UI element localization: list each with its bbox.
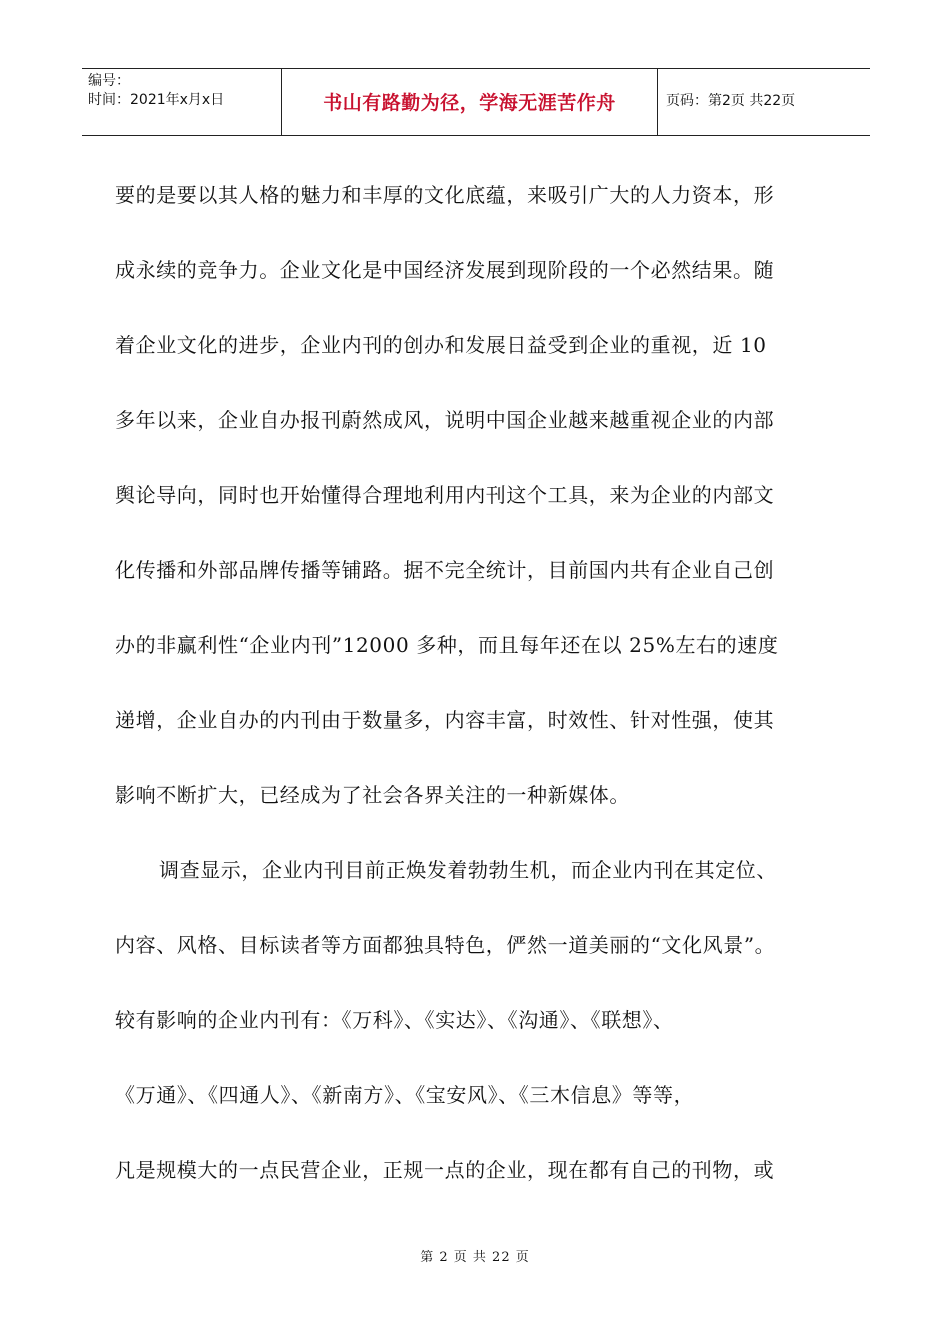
document-header: [82, 68, 870, 136]
body-line: 成永续的竞争力。企业文化是中国经济发展到现阶段的一个必然结果。随: [115, 258, 775, 282]
body-line: 凡是规模大的一点民营企业，正规一点的企业，现在都有自己的刊物，或: [115, 1158, 775, 1182]
body-line: 递增，企业自办的内刊由于数量多，内容丰富，时效性、针对性强，使其: [115, 708, 775, 732]
body-line: 内容、风格、目标读者等方面都独具特色，俨然一道美丽的“文化风景”。: [115, 933, 776, 957]
motto-text: 书山有路勤为径，学海无涯苦作舟: [323, 91, 616, 114]
body-line: 着企业文化的进步，企业内刊的创办和发展日益受到企业的重视，近 10: [115, 333, 767, 357]
number-label: 编号：: [88, 73, 130, 89]
body-line: 多年以来，企业自办报刊蔚然成风，说明中国企业越来越重视企业的内部: [115, 408, 775, 432]
footer-page-number: 第 2 页 共 22 页: [420, 1250, 530, 1265]
page-info-text: 页码：第2页 共22页: [666, 93, 796, 109]
body-line: 影响不断扩大，已经成为了社会各界关注的一种新媒体。: [115, 783, 630, 807]
header-meta-cell: [82, 69, 282, 135]
body-text: [115, 175, 850, 1225]
page-info-cell: [658, 69, 870, 135]
time-label: 时间：2021年x月x日: [88, 92, 225, 108]
body-line: 办的非赢利性“企业内刊”12000 多种，而且每年还在以 25%左右的速度: [115, 633, 779, 657]
body-line: 化传播和外部品牌传播等铺路。据不完全统计，目前国内共有企业自己创: [115, 558, 775, 582]
page-footer: [0, 1246, 950, 1265]
body-line: 调查显示，企业内刊目前正焕发着勃勃生机，而企业内刊在其定位、: [159, 858, 777, 882]
body-line: 要的是要以其人格的魅力和丰厚的文化底蕴，来吸引广大的人力资本，形: [115, 183, 775, 207]
motto-cell: [282, 69, 658, 135]
body-line: 较有影响的企业内刊有：《万科》、《实达》、《沟通》、《联想》、: [115, 1008, 674, 1032]
body-line: 舆论导向，同时也开始懂得合理地利用内刊这个工具，来为企业的内部文: [115, 483, 775, 507]
body-line: 《万通》、《四通人》、《新南方》、《宝安风》、《三木信息》等等，: [115, 1083, 695, 1107]
